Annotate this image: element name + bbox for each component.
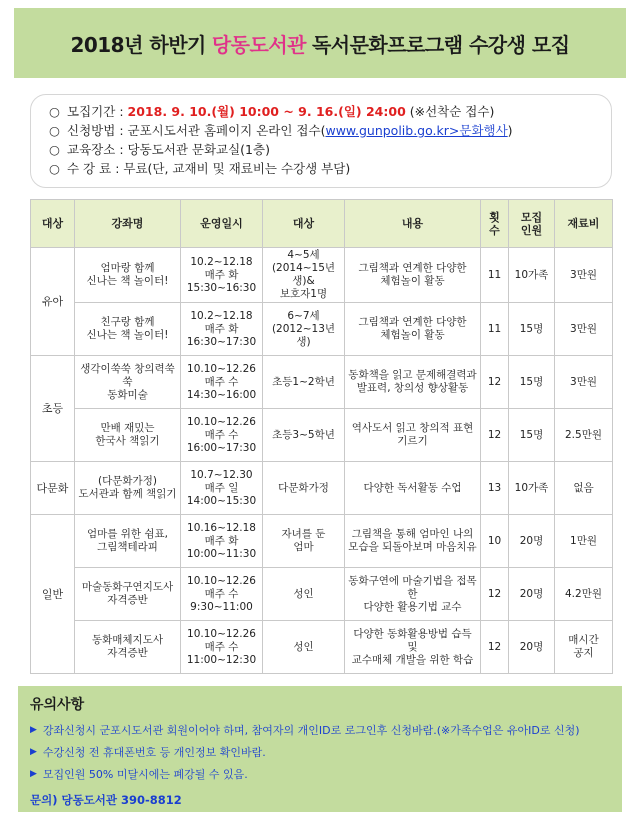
title-banner (14, 8, 626, 78)
schedule-cell: 10.10~12.26 매주 수 11:00~12:30 (181, 621, 263, 674)
triangle-bullet-icon: ▶ (30, 747, 37, 757)
info-label: 신청방법 (67, 123, 116, 138)
notice-item: ▶ 모집인원 50% 미달시에는 폐강될 수 있음. (30, 768, 248, 781)
info-period: ○ 모집기간 : 2018. 9. 10.(월) 10:00 ~ 9. 16.(일) 24:00 (※선착순 접수) (49, 104, 495, 119)
table-row (31, 409, 613, 462)
table-row (31, 568, 613, 621)
circle-bullet-icon: ○ (49, 161, 60, 176)
table-row (31, 462, 613, 515)
capacity-cell: 20명 (509, 621, 555, 674)
category-cell: 다문화 (31, 462, 75, 515)
capacity-cell: 20명 (509, 568, 555, 621)
homepage-link[interactable]: www.gunpolib.go.kr>문화행사 (325, 123, 508, 138)
header-course-name: 강좌명 (75, 200, 181, 248)
header-target: 대상 (263, 200, 345, 248)
category-cell: 초등 (31, 356, 75, 462)
table-row (31, 356, 613, 409)
course-name-cell: 엄마를 위한 쉼표, 그림책테라피 (75, 515, 181, 568)
course-name-cell: 만배 재밌는 한국사 책읽기 (75, 409, 181, 462)
course-name-cell: 생각이쑥쑥 창의력쑥쑥 동화미술 (75, 356, 181, 409)
content-cell: 역사도서 읽고 창의적 표현 기르기 (345, 409, 481, 462)
circle-bullet-icon: ○ (49, 104, 60, 119)
content-cell: 동화구연에 마술기법을 접목한 다양한 활용기법 교수 (345, 568, 481, 621)
fee-cell: 2.5만원 (555, 409, 613, 462)
program-table (30, 199, 613, 674)
content-cell: 다양한 동화활용방법 습득 및 교수매체 개발을 위한 학습 (345, 621, 481, 674)
info-period-note: (※선착순 접수) (409, 104, 495, 119)
category-cell: 유아 (31, 248, 75, 356)
notice-title: 유의사항 (30, 697, 85, 713)
count-cell: 11 (481, 248, 509, 303)
target-cell: 성인 (263, 568, 345, 621)
count-cell: 11 (481, 303, 509, 356)
fee-cell: 없음 (555, 462, 613, 515)
info-box (30, 94, 612, 188)
info-method-value: 군포시도서관 홈페이지 온라인 접수( (127, 123, 326, 138)
content-cell: 그림책을 통해 엄마인 나의 모습을 되돌아보며 마음치유 (345, 515, 481, 568)
title-library: 당동도서관 (211, 32, 306, 57)
circle-bullet-icon: ○ (49, 142, 60, 157)
target-cell: 자녀를 둔 엄마 (263, 515, 345, 568)
schedule-cell: 10.2~12.18 매주 화 15:30~16:30 (181, 248, 263, 303)
notice-item: ▶ 강좌신청시 군포시도서관 회원이어야 하며, 참여자의 개인ID로 로그인후 신청바람.(※가족수업은 유아ID로 신청) (30, 724, 580, 737)
target-cell: 초등1~2학년 (263, 356, 345, 409)
content-cell: 그림책과 연계한 다양한 체험놀이 활동 (345, 303, 481, 356)
capacity-cell: 20명 (509, 515, 555, 568)
header-fee: 재료비 (555, 200, 613, 248)
triangle-bullet-icon: ▶ (30, 725, 37, 735)
content-cell: 동화책을 읽고 문제해결력과 발표력, 창의성 향상활동 (345, 356, 481, 409)
target-cell: 초등3~5학년 (263, 409, 345, 462)
count-cell: 12 (481, 409, 509, 462)
title-prefix: 2018년 하반기 (70, 32, 206, 57)
contact-info: 문의) 당동도서관 390-8812 (30, 793, 182, 807)
fee-cell: 매시간 공지 (555, 621, 613, 674)
course-name-cell: 엄마랑 함께 신나는 책 놀이터! (75, 248, 181, 303)
header-schedule: 운영일시 (181, 200, 263, 248)
table-row (31, 515, 613, 568)
capacity-cell: 10가족 (509, 462, 555, 515)
info-fee-value: 무료(단, 교재비 및 재료비는 수강생 부담) (123, 161, 351, 176)
capacity-cell: 15명 (509, 303, 555, 356)
info-place: ○ 교육장소 : 당동도서관 문화교실(1층) (49, 142, 270, 157)
schedule-cell: 10.10~12.26 매주 수 16:00~17:30 (181, 409, 263, 462)
target-cell: 성인 (263, 621, 345, 674)
count-cell: 13 (481, 462, 509, 515)
content-cell: 그림책과 연계한 다양한 체험놀이 활동 (345, 248, 481, 303)
fee-cell: 3만원 (555, 303, 613, 356)
course-name-cell: (다문화가정) 도서관과 함께 책읽기 (75, 462, 181, 515)
count-cell: 12 (481, 568, 509, 621)
info-place-value: 당동도서관 문화교실(1층) (127, 142, 270, 157)
count-cell: 12 (481, 621, 509, 674)
triangle-bullet-icon: ▶ (30, 769, 37, 779)
course-name-cell: 동화매체지도사 자격증반 (75, 621, 181, 674)
target-cell: 4~5세 (2014~15년생)& 보호자1명 (263, 248, 345, 303)
fee-cell: 1만원 (555, 515, 613, 568)
capacity-cell: 15명 (509, 409, 555, 462)
header-capacity: 모집인원 (509, 200, 555, 248)
info-period-value: 2018. 9. 10.(월) 10:00 ~ 9. 16.(일) 24:00 (127, 104, 406, 119)
target-cell: 6~7세 (2012~13년생) (263, 303, 345, 356)
info-label: 교육장소 (67, 142, 116, 157)
circle-bullet-icon: ○ (49, 123, 60, 138)
fee-cell: 4.2만원 (555, 568, 613, 621)
notice-item: ▶ 수강신청 전 휴대폰번호 등 개인정보 확인바람. (30, 746, 266, 759)
table-row (31, 248, 613, 303)
course-name-cell: 친구랑 함께 신나는 책 놀이터! (75, 303, 181, 356)
info-label: 수 강 료 (67, 161, 112, 176)
capacity-cell: 10가족 (509, 248, 555, 303)
schedule-cell: 10.7~12.30 매주 일 14:00~15:30 (181, 462, 263, 515)
schedule-cell: 10.2~12.18 매주 화 16:30~17:30 (181, 303, 263, 356)
notice-box (18, 686, 622, 812)
info-method: ○ 신청방법 : 군포시도서관 홈페이지 온라인 접수( www.gunpolib.go.kr>문화행사 ) (49, 123, 513, 138)
schedule-cell: 10.16~12.18 매주 화 10:00~11:30 (181, 515, 263, 568)
schedule-cell: 10.10~12.26 매주 수 14:30~16:00 (181, 356, 263, 409)
header-category: 대상 (31, 200, 75, 248)
header-content: 내용 (345, 200, 481, 248)
course-name-cell: 마술동화구연지도사 자격증반 (75, 568, 181, 621)
capacity-cell: 15명 (509, 356, 555, 409)
info-label: 모집기간 (67, 104, 116, 119)
info-fee: ○ 수 강 료 : 무료(단, 교재비 및 재료비는 수강생 부담) (49, 161, 351, 176)
target-cell: 다문화가정 (263, 462, 345, 515)
category-cell: 일반 (31, 515, 75, 674)
table-header-row (31, 200, 613, 248)
title-suffix: 독서문화프로그램 수강생 모집 (311, 32, 570, 57)
fee-cell: 3만원 (555, 248, 613, 303)
table-row (31, 621, 613, 674)
count-cell: 12 (481, 356, 509, 409)
fee-cell: 3만원 (555, 356, 613, 409)
count-cell: 10 (481, 515, 509, 568)
content-cell: 다양한 독서활동 수업 (345, 462, 481, 515)
table-row (31, 303, 613, 356)
header-count: 횟수 (481, 200, 509, 248)
schedule-cell: 10.10~12.26 매주 수 9:30~11:00 (181, 568, 263, 621)
